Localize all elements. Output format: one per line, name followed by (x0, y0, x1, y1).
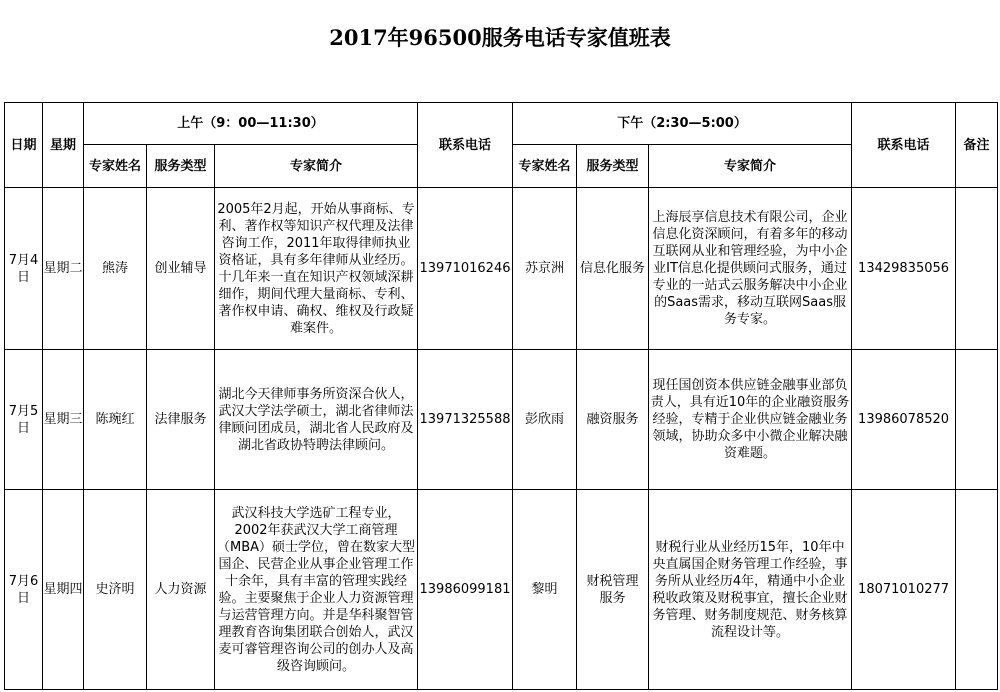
header-am-intro: 专家简介 (215, 145, 418, 188)
am-service-type: 创业辅导 (147, 188, 215, 350)
row-notes (956, 490, 998, 690)
page-title: 2017年96500服务电话专家值班表 (329, 25, 671, 50)
pm-service-type: 财税管理服务 (577, 490, 649, 690)
header-pm-intro: 专家简介 (649, 145, 852, 188)
header-date: 日期 (5, 103, 43, 188)
am-phone: 13986099181 (418, 490, 513, 690)
row-notes (956, 188, 998, 350)
am-service-type: 人力资源 (147, 490, 215, 690)
pm-expert-intro: 现任国创资本供应链金融事业部负责人，具有近10年的企业融资服务经验，专精于企业供应链金融业务领域，协助众多中小微企业解决融资难题。 (649, 350, 852, 490)
am-expert-intro: 武汉科技大学选矿工程专业，2002年获武汉大学工商管理（MBA）硕士学位，曾在数家大型国企、民营企业从事企业管理工作十余年，具有丰富的管理实践经验。主要聚焦于企业人力资源管理与运营管理方向。并是华科聚智管理教育咨询集团联合创始人，武汉麦可睿管理咨询公司的创办人及高级咨询顾问。 (215, 490, 418, 690)
pm-expert-intro: 上海辰享信息技术有限公司，企业信息化资深顾问，有着多年的移动互联网从业和管理经验，为中小企业IT信息化提供顾问式服务，通过专业的一站式云服务解决中小企业的Saas需求，移动互联网Saas服务专家。 (649, 188, 852, 350)
pm-expert-name: 苏京洲 (513, 188, 577, 350)
table-row (5, 490, 998, 690)
am-expert-intro: 湖北今天律师事务所资深合伙人，武汉大学法学硕士，湖北省律师法律顾问团成员，湖北省人民政府及湖北省政协特聘法律顾问。 (215, 350, 418, 490)
row-weekday: 星期三 (43, 350, 84, 490)
pm-service-type: 融资服务 (577, 350, 649, 490)
header-morning: 上午（9：00—11:30） (84, 103, 418, 145)
am-expert-intro: 2005年2月起，开始从事商标、专利、著作权等知识产权代理及法律咨询工作，2011年取得律师执业资格证，具有多年律师从业经历。十几年来一直在知识产权领域深耕细作，期间代理大量商标、专利、著作权申请、确权、维权及行政疑难案件。 (215, 188, 418, 350)
table-row (5, 188, 998, 350)
row-notes (956, 350, 998, 490)
am-service-type: 法律服务 (147, 350, 215, 490)
pm-service-type: 信息化服务 (577, 188, 649, 350)
am-phone: 13971325588 (418, 350, 513, 490)
pm-expert-name: 彭欣雨 (513, 350, 577, 490)
row-weekday: 星期四 (43, 490, 84, 690)
header-pm-name: 专家姓名 (513, 145, 577, 188)
row-date: 7月5日 (5, 350, 43, 490)
row-date: 7月6日 (5, 490, 43, 690)
row-date: 7月4日 (5, 188, 43, 350)
table-row (5, 350, 998, 490)
header-weekday: 星期 (43, 103, 84, 188)
am-expert-name: 史济明 (84, 490, 147, 690)
am-phone: 13971016246 (418, 188, 513, 350)
header-row (5, 103, 998, 145)
pm-expert-name: 黎明 (513, 490, 577, 690)
row-weekday: 星期二 (43, 188, 84, 350)
header-pm-type: 服务类型 (577, 145, 649, 188)
pm-phone: 13429835056 (852, 188, 956, 350)
am-expert-name: 熊涛 (84, 188, 147, 350)
header-am-type: 服务类型 (147, 145, 215, 188)
header-notes: 备注 (956, 103, 998, 188)
header-afternoon: 下午（2:30—5:00） (513, 103, 852, 145)
header-pm-phone: 联系电话 (852, 103, 956, 188)
schedule-table (4, 102, 998, 690)
am-expert-name: 陈琬红 (84, 350, 147, 490)
header-am-phone: 联系电话 (418, 103, 513, 188)
pm-expert-intro: 财税行业从业经历15年，10年中央直属国企财务管理工作经验，事务所从业经历4年，精通中小企业税收政策及财税事宜，擅长企业财务管理、财务制度规范、财务核算流程设计等。 (649, 490, 852, 690)
pm-phone: 18071010277 (852, 490, 956, 690)
header-am-name: 专家姓名 (84, 145, 147, 188)
pm-phone: 13986078520 (852, 350, 956, 490)
